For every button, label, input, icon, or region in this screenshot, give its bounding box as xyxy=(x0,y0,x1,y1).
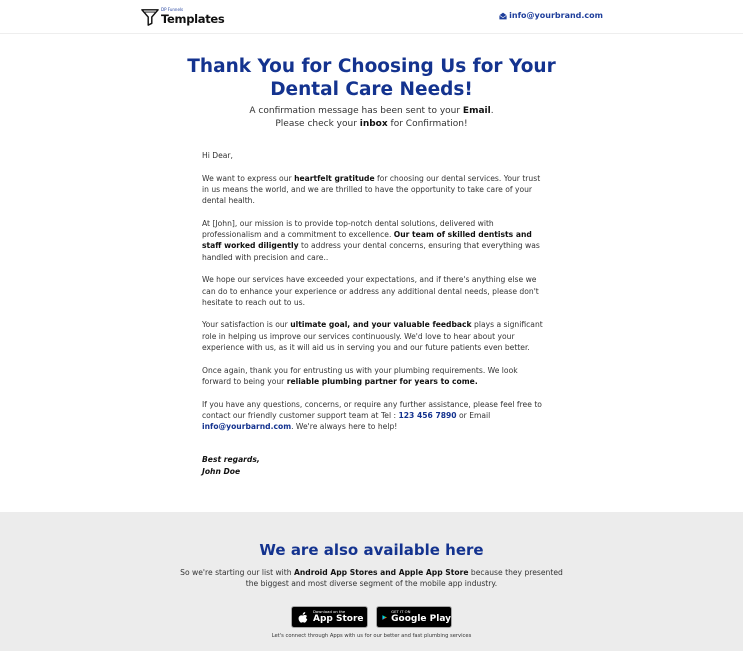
google-play-small: GET IT ON xyxy=(391,609,411,615)
confirm-inbox-word: inbox xyxy=(359,119,388,129)
header-email-text: info@yourbrand.com xyxy=(509,11,603,20)
footer-title: We are also available here xyxy=(259,541,484,559)
text: . We're always here to help! xyxy=(291,422,398,432)
app-store-button[interactable] xyxy=(291,606,368,628)
footer-note: Let's connect through Apps with us for our better and fast plumbing services xyxy=(271,633,472,639)
envelope-icon xyxy=(499,12,507,20)
letter-paragraph-5 xyxy=(202,365,543,388)
footer-description xyxy=(180,567,563,590)
google-play-big: Google Play xyxy=(391,613,451,624)
text: or Email xyxy=(456,410,491,420)
text: for choosing our dental services. Your trust in us means the world, and we are thrilled to have the opportunity to take care of your dental health. xyxy=(202,173,541,206)
logo-wordmark: Templates xyxy=(161,12,225,26)
google-play-button[interactable] xyxy=(376,606,452,628)
phone-link[interactable]: 123 456 7890 xyxy=(398,410,457,420)
letter-paragraph-4 xyxy=(202,319,543,353)
text: because they presented the biggest and most diverse segment of the mobile app industry. xyxy=(245,568,563,589)
emphasis: reliable plumbing partner for years to come. xyxy=(286,376,478,386)
google-play-icon xyxy=(382,611,387,624)
text: plays a significant role in helping us improve our services continuously. We'd love to hear about your experience with us, as it will aid us in serving you and our future patients even better. xyxy=(202,320,543,353)
signer-name: John Doe xyxy=(202,466,241,476)
letter-paragraph-2 xyxy=(202,218,543,263)
confirm2-text: Please check your xyxy=(275,119,360,129)
letter-paragraph-3: We hope our services have exceeded your expectations, and if there's anything else we can do to enhance your experience or address any additional dental needs, please don't hesitate to reach out to us. xyxy=(202,275,539,307)
text: Your satisfaction is our xyxy=(202,320,291,330)
header-email-link[interactable] xyxy=(499,11,603,20)
text: We want to express our xyxy=(202,173,295,183)
title-line-1: Thank You for Choosing Us for Your xyxy=(187,56,556,77)
emphasis: heartfelt gratitude xyxy=(294,173,375,183)
funnel-logo-icon xyxy=(141,8,159,26)
logo-subtext: DP Funnels xyxy=(161,7,184,12)
email-link[interactable]: info@yourbarnd.com xyxy=(202,422,292,432)
app-store-small: Download on the xyxy=(313,609,346,615)
emphasis: Android App Stores and Apple App Store xyxy=(294,568,469,577)
confirm2-post: for Confirmation! xyxy=(387,119,468,129)
thank-you-letter xyxy=(202,150,543,477)
page-title xyxy=(150,55,593,101)
signature xyxy=(202,454,543,477)
regards-text: Best regards, xyxy=(202,455,260,465)
text: to address your dental concerns, ensuring that everything was handled with precision and care.. xyxy=(202,241,540,262)
text: Once again, thank you for entrusting us with your plumbing requirements. We look forward to being your xyxy=(202,365,518,386)
app-footer xyxy=(0,512,743,651)
emphasis: ultimate goal, and your valuable feedback xyxy=(290,320,472,330)
app-store-label xyxy=(313,610,364,624)
site-header xyxy=(0,0,743,34)
text: At [John], our mission is to provide top-notch dental solutions, delivered with professionalism and a commitment to excellence. xyxy=(202,218,494,240)
google-play-label xyxy=(391,610,451,624)
title-line-2: Dental Care Needs! xyxy=(270,79,473,100)
emphasis: Our team of skilled dentists and staff worked diligently xyxy=(202,230,532,251)
confirm-email-word: Email xyxy=(462,106,491,116)
text: If you have any questions, concerns, or require any further assistance, please feel free to contact our friendly customer support team at Tel : xyxy=(202,399,542,420)
app-store-big: App Store xyxy=(313,613,364,624)
text: So we're starting our list with xyxy=(180,568,294,577)
letter-greeting: Hi Dear, xyxy=(202,151,233,160)
confirm-dot: . xyxy=(490,106,494,116)
letter-paragraph-1 xyxy=(202,173,543,207)
confirmation-message xyxy=(150,105,593,131)
letter-paragraph-6 xyxy=(202,399,543,433)
brand-logo[interactable] xyxy=(141,7,225,27)
apple-icon xyxy=(297,611,309,624)
confirm-text: A confirmation message has been sent to your xyxy=(249,106,463,116)
